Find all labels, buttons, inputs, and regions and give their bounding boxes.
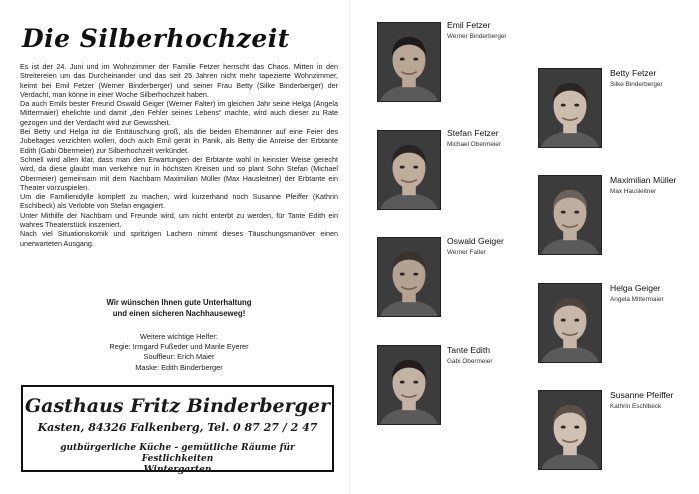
wish-text bbox=[20, 297, 338, 319]
cast-actor-name: Michael Obermeier bbox=[447, 141, 501, 148]
cast-role-name: Betty Fetzer bbox=[610, 68, 657, 78]
cast-actor-name: Kathrin Eschlbeck bbox=[610, 403, 662, 410]
gasthaus-ad bbox=[21, 385, 334, 475]
wish-line: und einen sicheren Nachhauseweg! bbox=[112, 309, 246, 318]
story-paragraph: Um die Familienidylle komplett zu machen, wird kurzerhand noch Susanne Pfeiffer (Kathrin Eschlbeck) als Verlobte von Stefan engagiert. bbox=[20, 192, 338, 211]
cast-actor-name: Max Hausleitner bbox=[610, 188, 657, 195]
story-paragraph: Es ist der 24. Juni und im Wohnzimmer der Familie Fetzer herrscht das Chaos. Mitten in den Streitereien um das Durcheinander und das seit 25 Jahren nicht mehr tapezierte Wohnzimmer, keimt bei Emil Fetzer (Werner Binderberger) und seiner Frau Betty (Silke Binderberger) der Verdacht, man könne in einer Woche Silberhochzeit haben. bbox=[20, 62, 338, 99]
story-paragraph: Bei Betty und Helga ist die Enttäuschung groß, als die beiden Ehemänner auf eine Feier des Jubeltages verzichten wollen, doch auch Emil gerät in Panik, als Betty die Anreise der Erbtante Edith (Gabi Obermeier) zur Silberhochzeit verkündet. bbox=[20, 127, 338, 155]
cast-role-name: Susanne Pfeiffer bbox=[610, 390, 674, 400]
cast-photo bbox=[377, 237, 441, 317]
helpers-list bbox=[20, 332, 338, 373]
cast-actor-name: Werner Falter bbox=[447, 249, 486, 256]
cast-photo bbox=[377, 345, 441, 425]
story-paragraph: Schnell wird allen klar, dass man den Erwartungen der Erbtante wohl in keinster Weise gerecht wird, da diese glaubt man verkehre nur in höchsten Kreisen und so plant Sohn Stefan (Michael Obermeier) gemeinsam mit dem Nachbarn Maximilian Müller (Max Hausleitner) der Erbtante ein Theater vorzuspielen. bbox=[20, 154, 338, 192]
cast-photo bbox=[538, 68, 602, 148]
story-paragraph: Unter Mithilfe der Nachbarn und Freunde wird, um nicht enterbt zu werden, für Tante Edith ein wahres Theaterstück inszeniert. bbox=[20, 210, 338, 230]
cast-photo bbox=[538, 390, 602, 470]
cast-photo bbox=[377, 22, 441, 102]
cast-role-name: Stefan Fetzer bbox=[447, 128, 499, 138]
cast-photo bbox=[377, 130, 441, 210]
cast-actor-name: Angela Mittermaier bbox=[610, 296, 664, 303]
cast-role-name: Helga Geiger bbox=[610, 283, 661, 293]
helper-line: Maske: Edith Binderberger bbox=[135, 362, 223, 372]
wish-line: Wir wünschen Ihnen gute Unterhaltung bbox=[106, 298, 252, 307]
cast-page bbox=[350, 0, 699, 494]
cast-actor-name: Gabi Obermeier bbox=[447, 358, 493, 365]
cast-role-name: Emil Fetzer bbox=[447, 20, 491, 30]
story-text bbox=[20, 62, 338, 248]
ad-address: Kasten, 84326 Falkenberg, Tel. 0 87 27 / 2 47 bbox=[37, 421, 318, 434]
ad-tagline: Wintergarten bbox=[143, 465, 212, 475]
ad-name: Gasthaus Fritz Binderberger bbox=[24, 395, 331, 417]
cast-photo bbox=[538, 283, 602, 363]
page-title: Die Silberhochzeit bbox=[22, 24, 290, 53]
cast-actor-name: Silke Binderberger bbox=[610, 81, 663, 88]
cast-role-name: Tante Edith bbox=[447, 345, 490, 355]
cast-role-name: Oswald Geiger bbox=[447, 236, 504, 246]
cast-role-name: Maximilian Müller bbox=[610, 175, 677, 185]
story-paragraph: Nach viel Situationskomik und spritzigen Lachern nimmt dieses Täuschungsmanöver einen unerwarteten Ausgang. bbox=[20, 229, 338, 248]
helpers-heading: Weitere wichtige Helfer: bbox=[140, 332, 218, 341]
cast-actor-name: Werner Binderberger bbox=[447, 33, 507, 40]
helper-line: Regie: Irmgard Fußeder und Marile Eyerer bbox=[109, 342, 249, 352]
cast-photo bbox=[538, 175, 602, 255]
story-paragraph: Da auch Emils bester Freund Oswald Geiger (Werner Falter) im gleichen Jahr seine Helga (Angela Mittermaier) ehelichte und damit „den Fehler seines Lebens“ machte, wird auch dieser zu Rate gezogen und der Verdacht wird zur Gewissheit. bbox=[20, 99, 338, 127]
helper-line: Souffleur: Erich Maier bbox=[143, 352, 215, 362]
ad-tagline: gutbürgerliche Küche - gemütliche Räume für Festlichkeiten bbox=[60, 443, 295, 464]
